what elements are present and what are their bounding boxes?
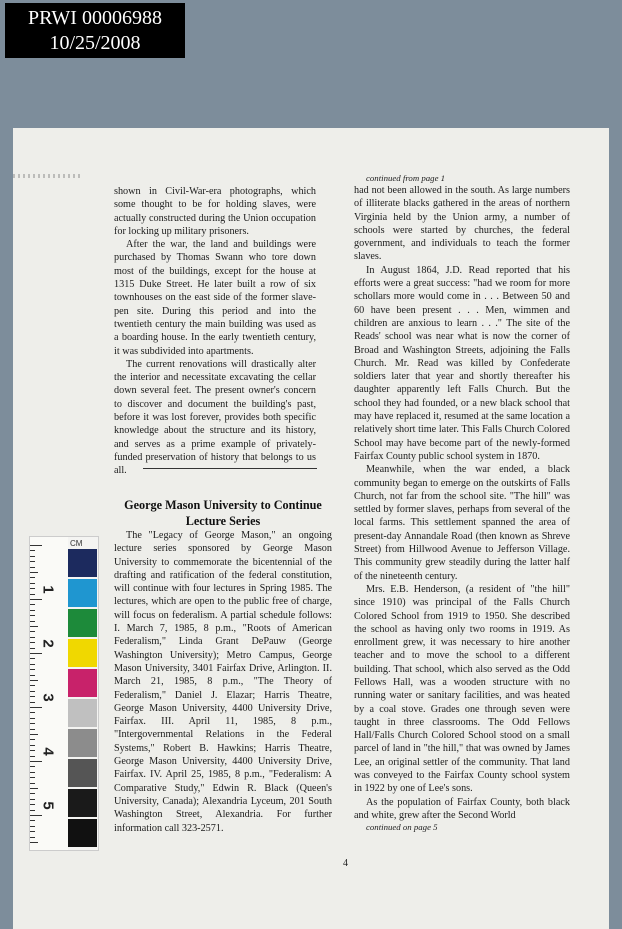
ruler-tick <box>30 793 35 794</box>
ruler-number: 4 <box>39 747 57 756</box>
ruler-tick <box>30 675 35 676</box>
ruler-tick <box>30 777 35 778</box>
left-paragraph: shown in Civil-War-era photographs, which some thought to be for holding slaves, were actually constructed during the Union occupation for locking up military prisoners. <box>114 186 316 237</box>
ruler-tick <box>30 783 35 784</box>
ruler-tick <box>30 691 35 692</box>
color-swatch <box>68 639 97 667</box>
ruler-tick <box>30 799 35 800</box>
ruler-tick <box>30 588 35 589</box>
ruler-tick <box>30 723 35 724</box>
archive-id: PRWI 00006988 <box>28 7 162 29</box>
ruler-tick <box>30 572 38 573</box>
color-swatch <box>68 819 97 847</box>
page-number: 4 <box>343 858 348 869</box>
ruler-unit-label: CM <box>70 539 83 548</box>
ruler-tick <box>30 550 35 551</box>
ruler-tick <box>30 556 35 557</box>
ruler-tick <box>30 761 42 762</box>
color-swatch <box>68 759 97 787</box>
ruler-tick <box>30 637 35 638</box>
section-divider <box>143 468 317 469</box>
ruler-tick <box>30 756 35 757</box>
right-paragraph: As the population of Fairfax County, both black and white, grew after the Second World <box>354 796 570 821</box>
ruler-tick <box>30 820 35 821</box>
ruler-tick <box>30 842 38 843</box>
document-page <box>13 128 609 929</box>
continued-on-note: continued on page 5 <box>366 822 438 833</box>
scale-ruler-color-chart <box>29 536 99 851</box>
ruler-tick <box>30 669 35 670</box>
ruler-tick <box>30 702 35 703</box>
ruler-number: 2 <box>39 639 57 648</box>
ruler-tick <box>30 567 35 568</box>
ruler-tick <box>30 831 35 832</box>
continued-from-note: continued from page 1 <box>366 173 446 183</box>
ruler-tick <box>30 707 42 708</box>
ruler-tick <box>30 696 35 697</box>
right-paragraph: had not been allowed in the south. As large numbers of illiterate blacks gathered in the areas of northern Virginia held by the Union army, a number of schools were started by churches, the federal government, and individuals to teach the former slaves. <box>354 185 570 263</box>
ruler-tick <box>30 788 38 789</box>
right-paragraph: Meanwhile, when the war ended, a black community began to emerge on the outskirts of Falls Church, not far from the school site. "The hill" was settled by former slaves, perhaps from several of the local farms. This settlement spanned the area of present-day Annandale Road (then known as Shreve Street) from Hillwood Avenue to Jefferson Village. This community grew steadily during the latter half of the nineteenth century. <box>354 464 570 582</box>
ruler-tick <box>30 804 35 805</box>
color-swatch <box>68 699 97 727</box>
ruler-tick <box>30 604 35 605</box>
ruler-tick <box>30 810 35 811</box>
ruler-tick <box>30 729 35 730</box>
scan-speckle <box>13 174 83 178</box>
ruler-tick <box>30 815 42 816</box>
right-paragraph: Mrs. E.B. Henderson, (a resident of "the hill" since 1910) was principal of the Falls Church Colored School from 1919 to 1950. She described the school as having only two rooms in 1919. As enrollment grew, it was necessary to hire another teacher and to move the school to a different building. That school, which also served as the Odd Fellows Hall, was a wooden structure with no running water or sanitary facilities, and was heated by a coal stove. Grades one through seven were taught in three classrooms. The Odd Fellows Hall/Falls Church Colored School stood on a small parcel of land in "the hill," that was owned by James Lee, an original settler of the community. That land was conveyed to the Fairfax County school system in 1922 by one of Lee's sons. <box>354 583 570 795</box>
ruler-tick <box>30 626 38 627</box>
color-swatch <box>68 549 97 577</box>
ruler-tick <box>30 610 35 611</box>
left-paragraph: The current renovations will drastically alter the interior and necessitate excavating the cellar down several feet. The present owner's concern to discover and document the building's past, before it was lost forever, provides both specific knowledge about the structure and its history, and serves as a prime example of privately-funded preservation of history that belongs to us all. <box>114 358 316 477</box>
article-body: The "Legacy of George Mason," an ongoing lecture series sponsored by George Mason University to commemorate the bicentennial of the drafting and ratification of the federal constitution, will continue with four lectures in Spring 1985. The lectures, which are open to the public free of charge, will focus on federalism. A partial schedule follows: I. March 7, 1985, 8 p.m., "Roots of American Federalism," Linda Grant DePauw (George Washington University); Metro Campus, George Mason University, 3401 Fairfax Drive, Arlington. II. March 21, 1985, 8 p.m., "The Theory of Federalism," Daniel J. Elazar; Harris Theatre, George Mason University, 4400 University Drive, Fairfax. III. April 11, 1985, 8 p.m., "Intergovernmental Relations in the Federal Systems," Robert B. Hawkins; Harris Theatre, George Mason University, 4400 University Drive, Fairfax. IV. April 25, 1985, 8 p.m., "Federalism: A Comparative Study," Edwin R. Black (Queen's University, Canada); Alexandria Lyceum, 201 South Washington Street, Alexandria. For further information call 323-2571. <box>114 530 332 834</box>
ruler-tick <box>30 685 35 686</box>
left-column-continuation <box>114 185 316 478</box>
ruler-tick <box>30 583 35 584</box>
right-paragraph: In August 1864, J.D. Read reported that his efforts were a great success: "had we room for more schollars more would come in . . . Between 50 and 60 have been present . . . Men, wimmen and children are anxious to learn . . ." The site of the Reads' school was near what is now the corner of Broad and Washington Streets, adjoining the Falls Church. Mr. Read was killed by Confederate soldiers later that year and shortly thereafter his daughter apparently left Falls Church. But the school they had founded, or a new black school that may have replaced it, resumed at the same location a relatively short time later. This Falls Church Colored School may have become part of the newly-formed Fairfax County public school system in 1870. <box>354 264 570 462</box>
ruler-tick <box>30 739 35 740</box>
ruler-tick <box>30 734 38 735</box>
ruler-tick <box>30 837 35 838</box>
ruler-tick <box>30 664 35 665</box>
color-swatch <box>68 609 97 637</box>
article-heading: George Mason University to Continue Lecture Series <box>124 498 322 528</box>
ruler-scale <box>30 537 68 850</box>
right-column <box>354 172 570 833</box>
color-swatch <box>68 729 97 757</box>
color-swatch <box>68 789 97 817</box>
ruler-tick <box>30 712 35 713</box>
ruler-tick <box>30 615 35 616</box>
ruler-tick <box>30 653 42 654</box>
ruler-tick <box>30 621 35 622</box>
ruler-tick <box>30 545 42 546</box>
ruler-tick <box>30 745 35 746</box>
left-paragraph: After the war, the land and buildings were purchased by Thomas Swann who tore down most of the buildings, except for the house at 1315 Duke Street. He later built a row of six townhouses on the east side of the former slave-pen site. During this period and into the twentieth century the main building was used as a boarding house. In the early twentieth century, it was subdivided into apartments. <box>114 239 316 357</box>
ruler-tick <box>30 599 42 600</box>
ruler-tick <box>30 631 35 632</box>
ruler-number: 1 <box>39 585 57 594</box>
ruler-tick <box>30 594 35 595</box>
ruler-tick <box>30 680 38 681</box>
ruler-tick <box>30 648 35 649</box>
ruler-tick <box>30 561 35 562</box>
ruler-number: 3 <box>39 693 57 702</box>
ruler-tick <box>30 826 35 827</box>
article-body-column <box>114 529 332 835</box>
color-swatch <box>68 579 97 607</box>
ruler-tick <box>30 642 35 643</box>
ruler-tick <box>30 750 35 751</box>
color-swatch <box>68 669 97 697</box>
ruler-tick <box>30 718 35 719</box>
ruler-tick <box>30 766 35 767</box>
ruler-tick <box>30 577 35 578</box>
archive-date: 10/25/2008 <box>49 32 141 54</box>
ruler-tick <box>30 772 35 773</box>
archive-id-label <box>5 3 185 58</box>
ruler-tick <box>30 658 35 659</box>
ruler-number: 5 <box>39 801 57 810</box>
